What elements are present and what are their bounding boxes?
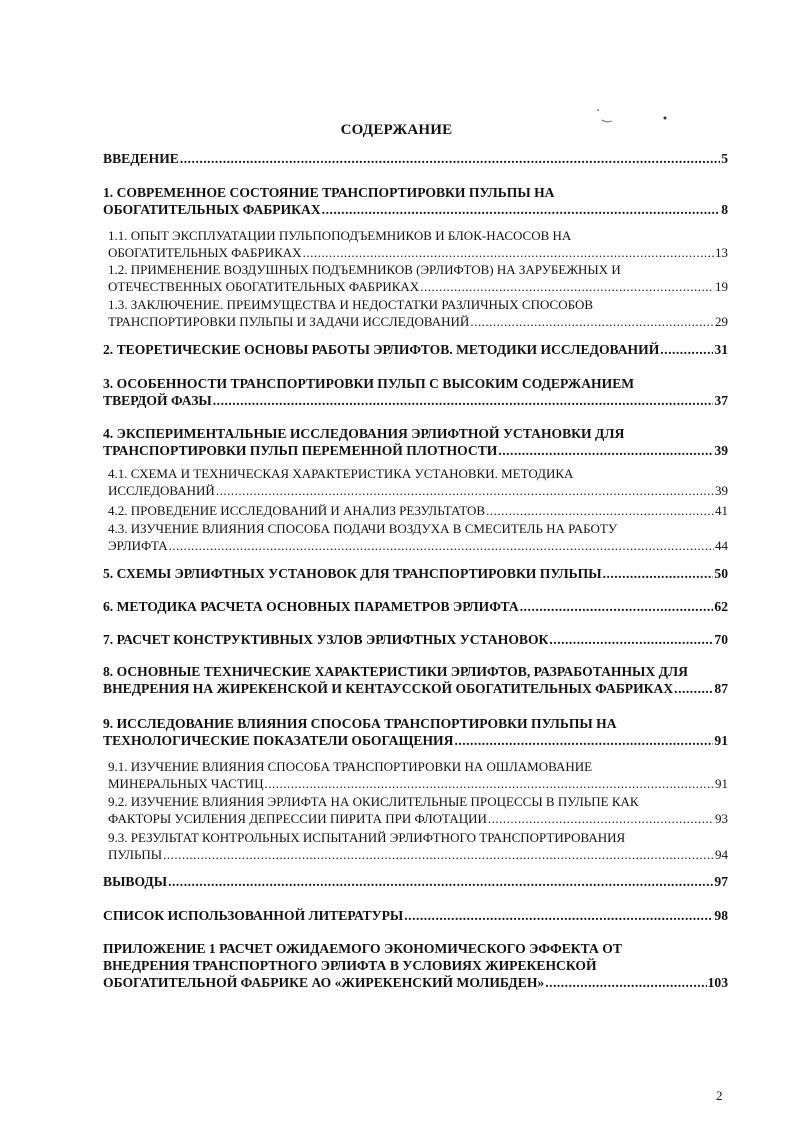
toc-entry	[103, 873, 728, 890]
toc-entry-last-line	[108, 846, 728, 863]
toc-entry-page: 8	[721, 202, 728, 217]
toc-entry-page: 98	[714, 908, 728, 923]
toc-entry	[108, 227, 728, 261]
toc-entry-page: 93	[715, 811, 728, 826]
toc-entry-page: 62	[714, 599, 728, 614]
toc-entry-page: 91	[715, 776, 728, 791]
toc-entry-title-line: 1.1. ОПЫТ ЭКСПЛУАТАЦИИ ПУЛЬПОПОДЪЕМНИКОВ И БЛОК-НАСОСОВ НА	[108, 228, 572, 243]
toc-entry-title: ОТЕЧЕСТВЕННЫХ ОБОГАТИТЕЛЬНЫХ ФАБРИКАХ	[108, 279, 420, 294]
toc-entry-title: ТЕХНОЛОГИЧЕСКИЕ ПОКАЗАТЕЛИ ОБОГАЩЕНИЯ	[103, 733, 454, 748]
toc-entry-last-line	[103, 907, 728, 924]
dot-leader	[213, 392, 714, 409]
toc-entry	[103, 940, 728, 991]
dot-leader	[404, 907, 713, 924]
toc-entry-page: 39	[714, 443, 728, 458]
dot-leader	[488, 810, 714, 827]
toc-entry-page: 37	[714, 393, 728, 408]
toc-entry	[103, 631, 728, 648]
toc-entry-page: 19	[715, 279, 728, 294]
toc-entry-page: 13	[715, 245, 728, 260]
toc-entry-title-line: 4.1. СХЕМА И ТЕХНИЧЕСКАЯ ХАРАКТЕРИСТИКА УСТАНОВКИ. МЕТОДИКА	[108, 466, 574, 481]
toc-entry	[108, 793, 728, 827]
toc-entry-title-line: 9.1. ИЗУЧЕНИЕ ВЛИЯНИЯ СПОСОБА ТРАНСПОРТИРОВКИ НА ОШЛАМОВАНИЕ	[108, 759, 593, 774]
toc-entry-title-line: 4.3. ИЗУЧЕНИЕ ВЛИЯНИЯ СПОСОБА ПОДАЧИ ВОЗДУХА В СМЕСИТЕЛЬ НА РАБОТУ	[108, 521, 618, 536]
page-title: СОДЕРЖАНИЕ	[340, 122, 453, 138]
dot-leader	[520, 598, 714, 615]
toc-entry-title-line: 3. ОСОБЕННОСТИ ТРАНСПОРТИРОВКИ ПУЛЬП С ВЫСОКИМ СОДЕРЖАНИЕМ	[103, 376, 635, 391]
toc-entry-title-line: ПРИЛОЖЕНИЕ 1 РАСЧЕТ ОЖИДАЕМОГО ЭКОНОМИЧЕСКОГО ЭФФЕКТА ОТ	[103, 941, 622, 956]
page-number: 2	[716, 1088, 723, 1103]
toc-entry-title: ЭРЛИФТА	[108, 538, 168, 553]
toc-entry-title: ИССЛЕДОВАНИЙ	[108, 483, 215, 498]
toc-entry	[103, 565, 728, 582]
toc-entry-last-line	[108, 775, 728, 792]
dot-leader	[674, 680, 713, 697]
toc-entry-page: 91	[714, 733, 728, 748]
toc-entry	[103, 184, 728, 218]
toc-entry-page: 50	[714, 566, 728, 581]
dot-leader	[163, 846, 714, 863]
toc-entry	[103, 907, 728, 924]
dot-leader	[303, 244, 714, 261]
toc-entry	[108, 296, 728, 330]
toc-entry-page: 31	[714, 342, 728, 357]
toc-entry-last-line	[103, 680, 728, 697]
toc-entry-last-line	[103, 201, 728, 218]
dot-leader	[498, 442, 713, 459]
toc-entry-last-line	[108, 278, 728, 295]
dot-leader	[420, 278, 714, 295]
dot-leader	[169, 537, 714, 554]
toc-entry	[103, 341, 728, 358]
toc-entry-title: 7. РАСЧЕТ КОНСТРУКТИВНЫХ УЗЛОВ ЭРЛИФТНЫХ УСТАНОВОК	[103, 632, 549, 647]
toc-entry-title: ТРАНСПОРТИРОВКИ ПУЛЬПЫ И ЗАДАЧИ ИССЛЕДОВАНИЙ	[108, 314, 470, 329]
toc-entry-last-line	[103, 732, 728, 749]
toc-entry-page: 87	[714, 681, 728, 696]
toc-entry-page: 70	[714, 632, 728, 647]
toc-entry	[103, 715, 728, 749]
toc-entry-last-line	[108, 810, 728, 827]
toc-entry	[108, 829, 728, 863]
toc-entry-page: 44	[715, 538, 728, 553]
toc-entry-title: СПИСОК ИСПОЛЬЗОВАННОЙ ЛИТЕРАТУРЫ	[103, 908, 404, 923]
toc-entry-title-line: 1.3. ЗАКЛЮЧЕНИЕ. ПРЕИМУЩЕСТВА И НЕДОСТАТКИ РАЗЛИЧНЫХ СПОСОБОВ	[108, 297, 594, 312]
toc-entry-title-line: 1. СОВРЕМЕННОЕ СОСТОЯНИЕ ТРАНСПОРТИРОВКИ ПУЛЬПЫ НА	[103, 185, 555, 200]
toc-entry-title: ОБОГАТИТЕЛЬНЫХ ФАБРИКАХ	[103, 202, 321, 217]
toc-entry	[103, 150, 728, 167]
dot-leader	[264, 775, 714, 792]
dot-leader	[322, 201, 721, 218]
toc-entry	[103, 425, 728, 459]
toc-entry-last-line	[108, 313, 728, 330]
dot-leader	[470, 313, 714, 330]
toc-entry	[108, 261, 728, 295]
toc-entry-last-line	[108, 244, 728, 261]
toc-entry-page: 94	[715, 847, 728, 862]
dot-leader	[454, 732, 713, 749]
toc-entry-last-line	[108, 502, 728, 519]
toc-entry-last-line	[103, 565, 728, 582]
toc-entry-title: 6. МЕТОДИКА РАСЧЕТА ОСНОВНЫХ ПАРАМЕТРОВ ЭРЛИФТА	[103, 599, 519, 614]
toc-entry-title: ТВЕРДОЙ ФАЗЫ	[103, 393, 212, 408]
toc-entry-page: 5	[721, 151, 728, 166]
toc-entry-title-line: ВНЕДРЕНИЯ ТРАНСПОРТНОГО ЭРЛИФТА В УСЛОВИЯХ ЖИРЕКЕНСКОЙ	[103, 958, 597, 973]
toc-entry	[108, 502, 728, 519]
toc-entry-last-line	[103, 442, 728, 459]
toc-entry-title-line: 4. ЭКСПЕРИМЕНТАЛЬНЫЕ ИССЛЕДОВАНИЯ ЭРЛИФТНОЙ УСТАНОВКИ ДЛЯ	[103, 426, 625, 441]
dot-leader	[180, 150, 720, 167]
toc-entry	[103, 598, 728, 615]
toc-entry-title: ОБОГАТИТЕЛЬНОЙ ФАБРИКЕ АО «ЖИРЕКЕНСКИЙ МОЛИБДЕН»	[103, 975, 545, 990]
toc-entry-last-line	[103, 631, 728, 648]
toc-entry-page: 39	[715, 483, 728, 498]
toc-entry-last-line	[103, 150, 728, 167]
toc-entry	[108, 520, 728, 554]
toc-entry-page: 29	[715, 314, 728, 329]
toc-entry-page: 103	[707, 975, 728, 990]
toc-entry-title-line: 1.2. ПРИМЕНЕНИЕ ВОЗДУШНЫХ ПОДЪЕМНИКОВ (ЭРЛИФТОВ) НА ЗАРУБЕЖНЫХ И	[108, 262, 621, 277]
toc-entry-title: ТРАНСПОРТИРОВКИ ПУЛЬП ПЕРЕМЕННОЙ ПЛОТНОСТИ	[103, 443, 498, 458]
toc-entry-title: ОБОГАТИТЕЛЬНЫХ ФАБРИКАХ	[108, 245, 302, 260]
dot-leader	[216, 482, 714, 499]
toc-entry-last-line	[103, 598, 728, 615]
toc-entry-last-line	[108, 482, 728, 499]
toc-entry-title-line: 9.3. РЕЗУЛЬТАТ КОНТРОЛЬНЫХ ИСПЫТАНИЙ ЭРЛИФТНОГО ТРАНСПОРТИРОВАНИЯ	[108, 830, 626, 845]
toc-entry-title: ВНЕДРЕНИЯ НА ЖИРЕКЕНСКОЙ И КЕНТАУССКОЙ ОБОГАТИТЕЛЬНЫХ ФАБРИКАХ	[103, 681, 674, 696]
toc-entry-title: ВВЕДЕНИЕ	[103, 151, 179, 166]
toc-entry-title: МИНЕРАЛЬНЫХ ЧАСТИЦ	[108, 776, 264, 791]
toc-entry	[108, 758, 728, 792]
toc-entry-title: 2. ТЕОРЕТИЧЕСКИЕ ОСНОВЫ РАБОТЫ ЭРЛИФТОВ. МЕТОДИКИ ИССЛЕДОВАНИЙ	[103, 342, 660, 357]
toc-entry-last-line	[108, 537, 728, 554]
toc-entry-title-line: 8. ОСНОВНЫЕ ТЕХНИЧЕСКИЕ ХАРАКТЕРИСТИКИ ЭРЛИФТОВ, РАЗРАБОТАННЫХ ДЛЯ	[103, 664, 688, 679]
dot-leader	[545, 974, 706, 991]
toc-entry	[103, 375, 728, 409]
toc-entry-title: 5. СХЕМЫ ЭРЛИФТНЫХ УСТАНОВОК ДЛЯ ТРАНСПОРТИРОВКИ ПУЛЬПЫ	[103, 566, 602, 581]
dot-leader	[168, 873, 713, 890]
toc-entry-last-line	[103, 392, 728, 409]
dot-leader	[486, 502, 714, 519]
dot-leader	[660, 341, 713, 358]
toc-entry-title: ПУЛЬПЫ	[108, 847, 163, 862]
toc-entry-last-line	[103, 873, 728, 890]
dot-leader	[549, 631, 713, 648]
toc-entry	[103, 663, 728, 697]
toc-entry-last-line	[103, 341, 728, 358]
toc-entry-page: 97	[714, 874, 728, 889]
toc-entry-page: 41	[715, 503, 728, 518]
toc-entry-title-line: 9. ИССЛЕДОВАНИЕ ВЛИЯНИЯ СПОСОБА ТРАНСПОРТИРОВКИ ПУЛЬПЫ НА	[103, 716, 617, 731]
toc-entry-last-line	[103, 974, 728, 991]
toc-entry-title: ФАКТОРЫ УСИЛЕНИЯ ДЕПРЕССИИ ПИРИТА ПРИ ФЛОТАЦИИ	[108, 811, 487, 826]
toc-entry-title-line: 9.2. ИЗУЧЕНИЕ ВЛИЯНИЯ ЭРЛИФТА НА ОКИСЛИТЕЛЬНЫЕ ПРОЦЕССЫ В ПУЛЬПЕ КАК	[108, 794, 639, 809]
toc-entry-title: ВЫВОДЫ	[103, 874, 168, 889]
toc-entry	[108, 465, 728, 499]
dot-leader	[603, 565, 714, 582]
toc-entry-title: 4.2. ПРОВЕДЕНИЕ ИССЛЕДОВАНИЙ И АНАЛИЗ РЕЗУЛЬТАТОВ	[108, 503, 486, 518]
